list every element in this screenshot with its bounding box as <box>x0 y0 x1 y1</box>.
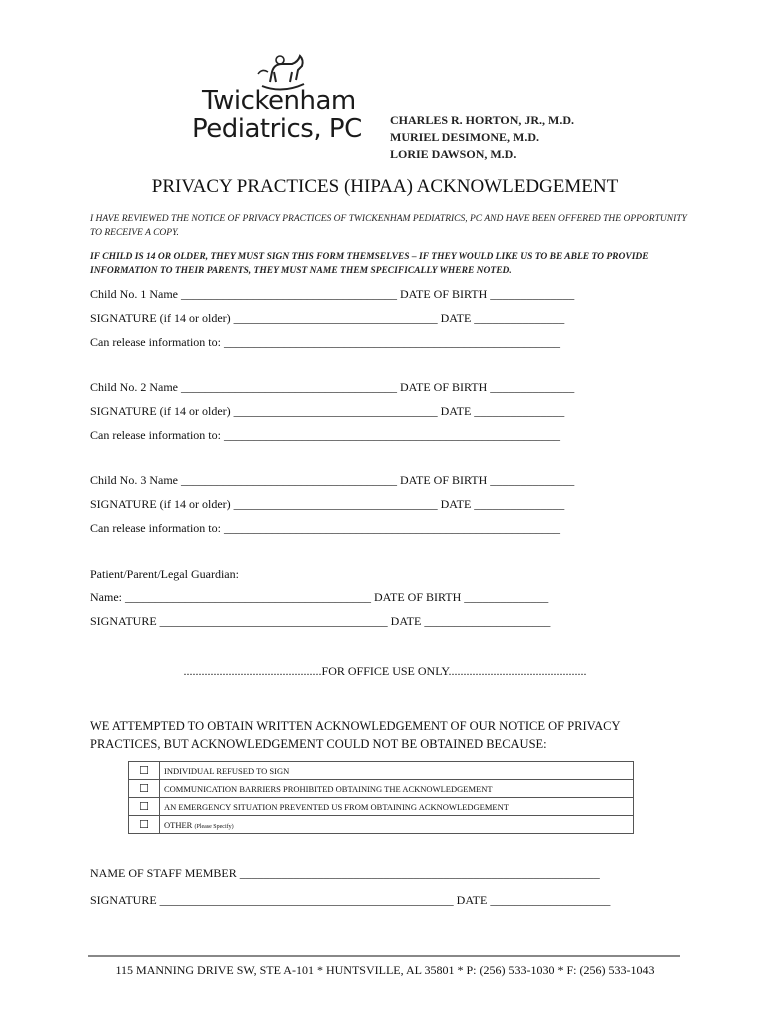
reason-label: AN EMERGENCY SITUATION PREVENTED US FROM OBTAINING ACKNOWLEDGEMENT <box>160 798 634 816</box>
practice-logo <box>190 52 370 152</box>
child2-release-field[interactable]: Can release information to: ________________________________________________________ <box>90 428 560 442</box>
child1-release-field[interactable]: Can release information to: ________________________________________________________ <box>90 335 560 349</box>
doctor-name: LORIE DAWSON, M.D. <box>390 147 517 161</box>
child2-name-field[interactable]: Child No. 2 Name ____________________________________ DATE OF BIRTH ______________ <box>90 380 575 394</box>
office-use-divider: ..............................................FOR OFFICE USE ONLY.............................................. <box>183 664 587 678</box>
reason-row <box>129 816 634 834</box>
guardian-signature-field[interactable]: SIGNATURE ______________________________________ DATE _____________________ <box>90 614 551 628</box>
reasons-table <box>128 761 634 834</box>
please-specify-note: (Please Specify) <box>194 823 234 830</box>
age-14-instruction: IF CHILD IS 14 OR OLDER, THEY MUST SIGN THIS FORM THEMSELVES – IF THEY WOULD LIKE US TO BE ABLE TO PROVIDE INFORMATION TO THEIR PARENTS, THEY MUST NAME THEM SPECIFICALLY WHERE NOTED. <box>90 252 649 276</box>
review-statement: I HAVE REVIEWED THE NOTICE OF PRIVACY PRACTICES OF TWICKENHAM PEDIATRICS, PC AND HAVE BEEN OFFERED THE OPPORTUNITY TO RECEIVE A COPY. <box>90 214 687 238</box>
checkbox-emergency[interactable]: ☐ <box>129 798 160 816</box>
footer-address: 115 MANNING DRIVE SW, STE A-101 * HUNTSVILLE, AL 35801 * P: (256) 533-1030 * F: (256) 533-1043 <box>115 963 655 977</box>
guardian-name-field[interactable]: Name: _________________________________________ DATE OF BIRTH ______________ <box>90 590 549 604</box>
reason-label: OTHER <box>164 819 193 830</box>
doctor-name: CHARLES R. HORTON, JR., M.D. <box>390 113 575 127</box>
checkbox-communication[interactable]: ☐ <box>129 780 160 798</box>
footer-divider <box>88 955 680 957</box>
doctor-list <box>390 112 574 163</box>
reason-label: INDIVIDUAL REFUSED TO SIGN <box>160 762 634 780</box>
reason-row <box>129 762 634 780</box>
guardian-heading: Patient/Parent/Legal Guardian: <box>90 567 239 581</box>
child3-name-field[interactable]: Child No. 3 Name ____________________________________ DATE OF BIRTH ______________ <box>90 473 575 487</box>
child1-name-field[interactable]: Child No. 1 Name ____________________________________ DATE OF BIRTH ______________ <box>90 287 575 301</box>
child1-signature-field[interactable]: SIGNATURE (if 14 or older) __________________________________ DATE _______________ <box>90 311 565 325</box>
checkbox-other[interactable]: ☐ <box>129 816 160 834</box>
form-title: PRIVACY PRACTICES (HIPAA) ACKNOWLEDGEMENT <box>151 176 619 197</box>
checkbox-refused[interactable]: ☐ <box>129 762 160 780</box>
reason-label-other <box>160 816 634 834</box>
reason-row <box>129 798 634 816</box>
child3-signature-field[interactable]: SIGNATURE (if 14 or older) __________________________________ DATE _______________ <box>90 497 565 511</box>
doctor-name: MURIEL DESIMONE, M.D. <box>390 130 540 144</box>
staff-signature-field[interactable]: SIGNATURE _________________________________________________ DATE ____________________ <box>90 893 611 907</box>
logo-text-line2: Pediatrics, PC <box>192 114 362 144</box>
reason-row <box>129 780 634 798</box>
child2-signature-field[interactable]: SIGNATURE (if 14 or older) __________________________________ DATE _______________ <box>90 404 565 418</box>
acknowledgement-attempt-text: WE ATTEMPTED TO OBTAIN WRITTEN ACKNOWLEDGEMENT OF OUR NOTICE OF PRIVACY PRACTICES, BUT ACKNOWLEDGEMENT COULD NOT BE OBTAINED BECAUSE: <box>90 719 621 751</box>
reason-label: COMMUNICATION BARRIERS PROHIBITED OBTAINING THE ACKNOWLEDGEMENT <box>160 780 634 798</box>
staff-name-field[interactable]: NAME OF STAFF MEMBER ____________________________________________________________ <box>90 866 600 880</box>
logo-text-line1: Twickenham <box>202 86 356 116</box>
child3-release-field[interactable]: Can release information to: ________________________________________________________ <box>90 521 560 535</box>
